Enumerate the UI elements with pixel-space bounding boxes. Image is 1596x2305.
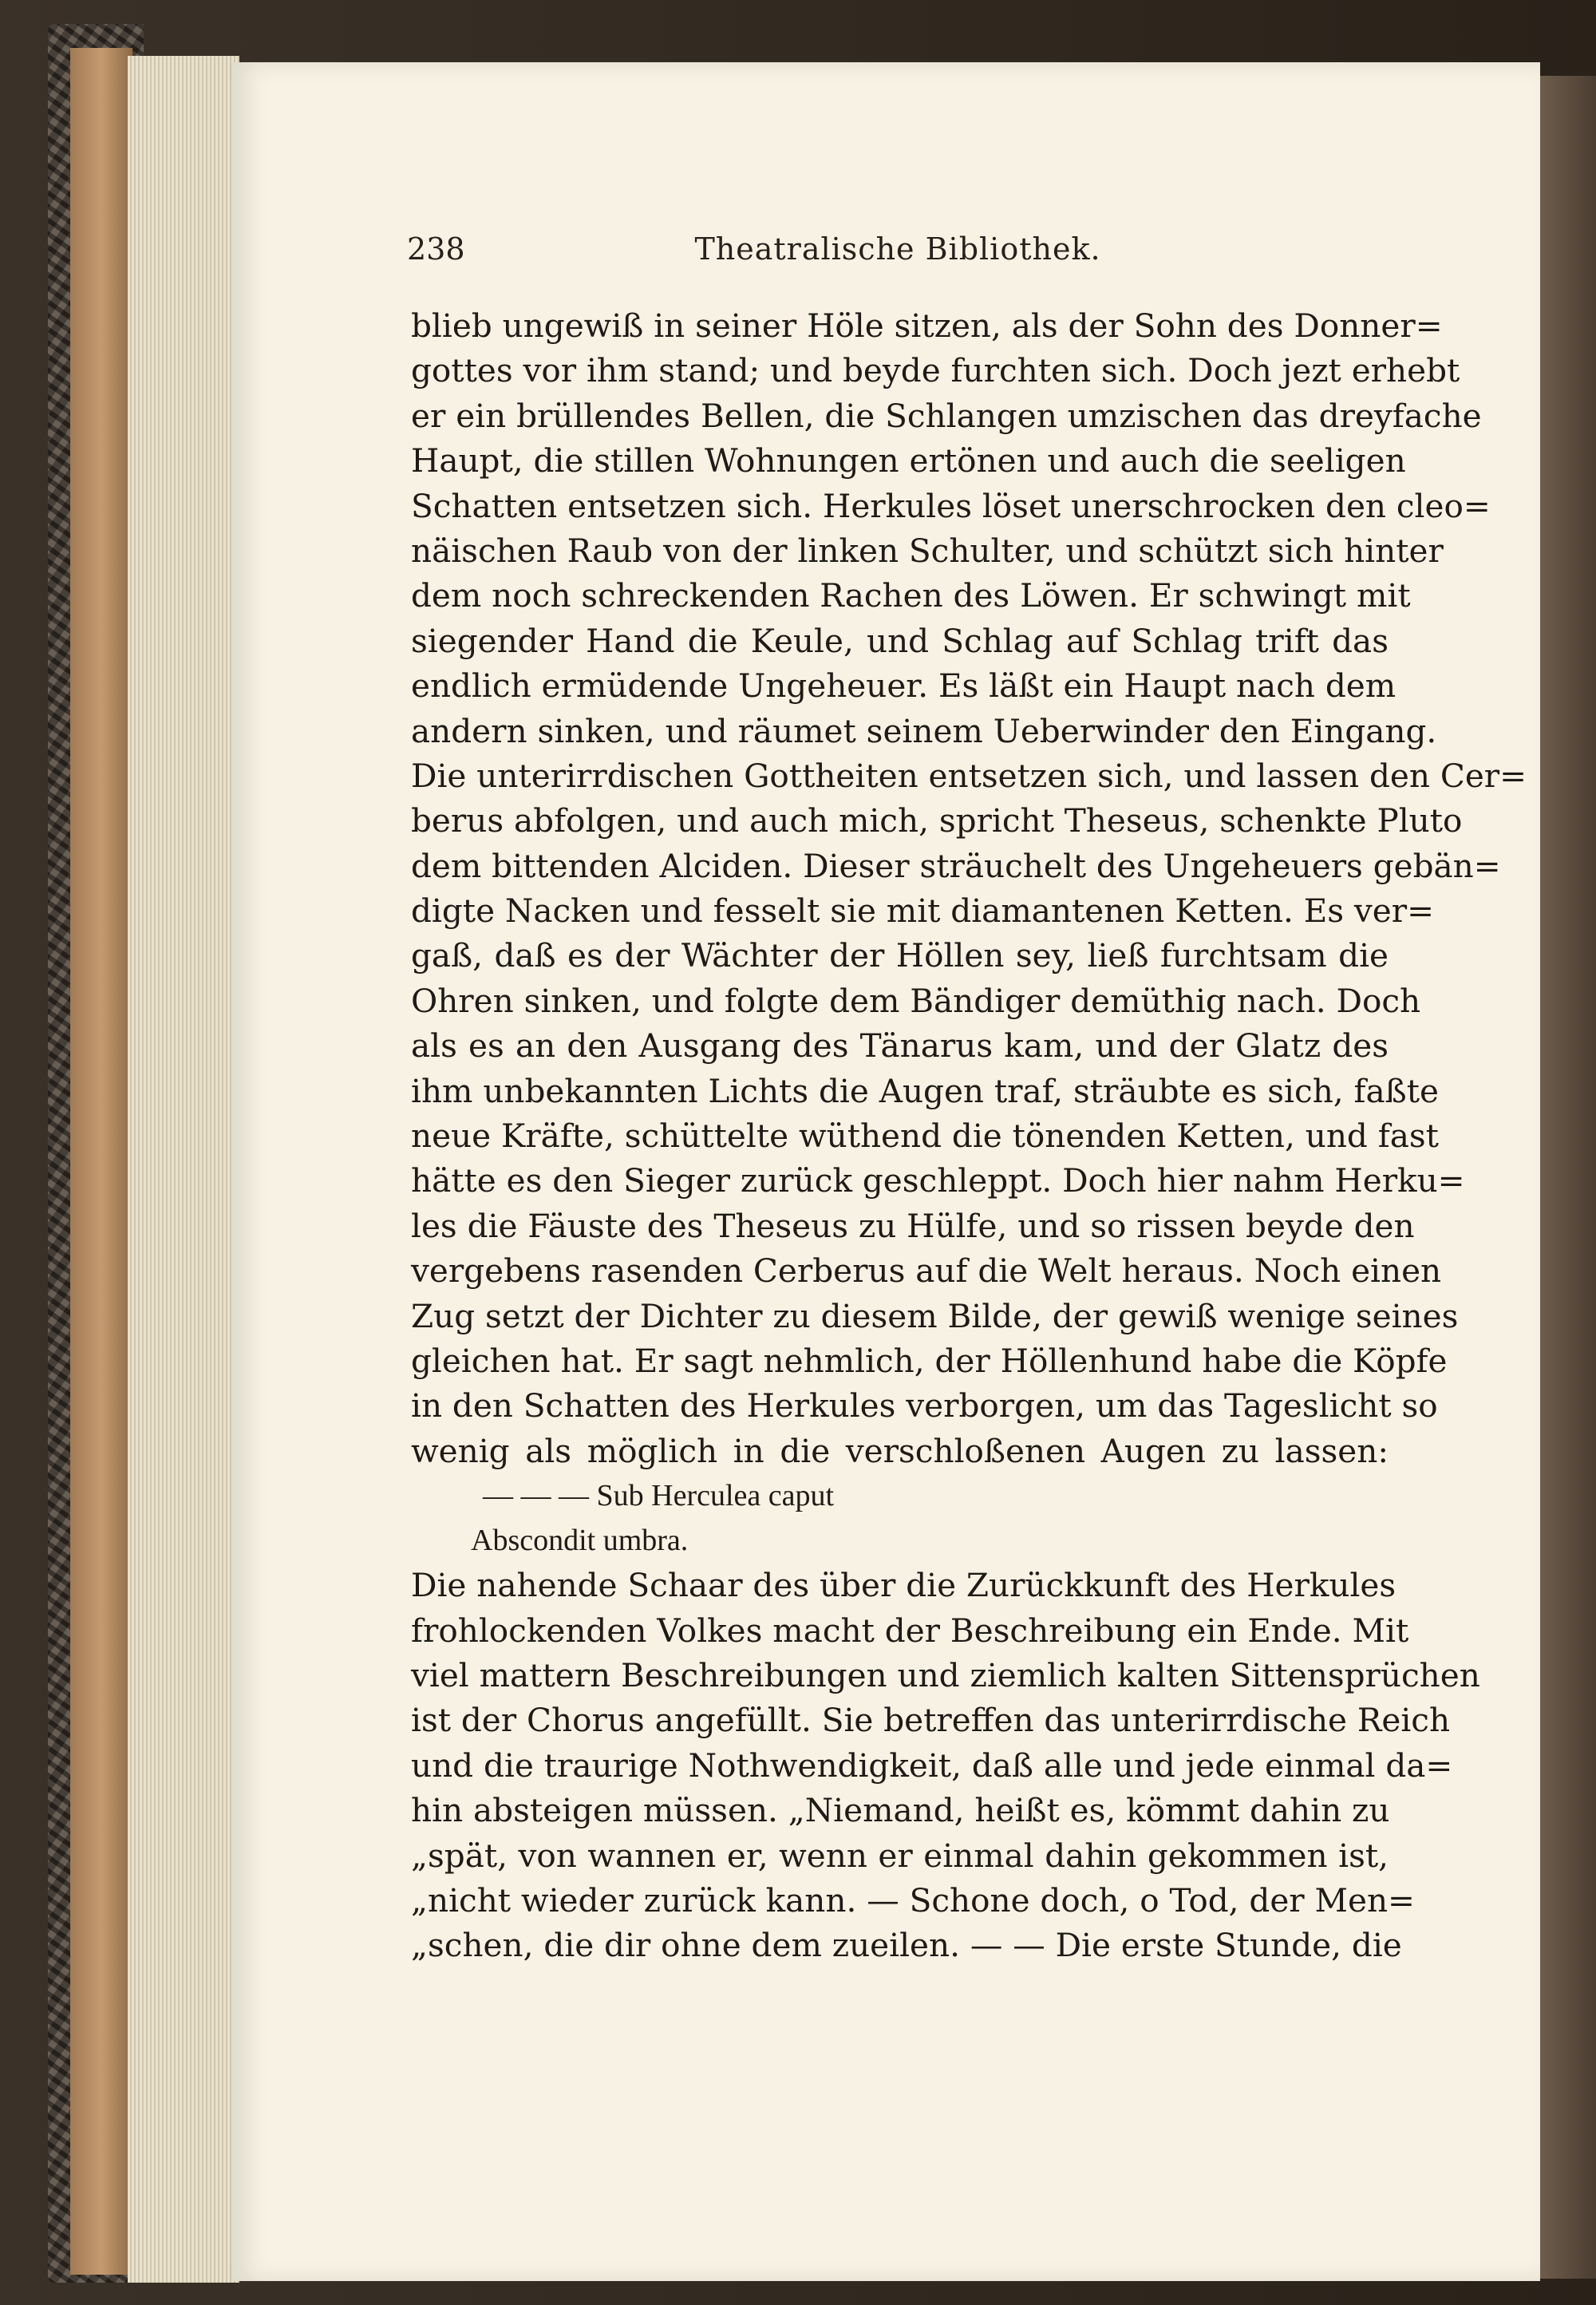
text-line: viel mattern Beschreibungen und ziemlich kalten Sittensprüchen	[411, 1655, 1480, 1694]
text-line: wenig als möglich in die verschloßenen Augen zu lassen:	[411, 1431, 1389, 1470]
text-line: Haupt, die stillen Wohnungen ertönen und auch die seeligen	[411, 441, 1406, 480]
text-line: Die nahende Schaar des über die Zurückkunft des Herkules	[411, 1566, 1396, 1605]
body-text	[411, 303, 1527, 1968]
text-line: hätte es den Sieger zurück geschleppt. Doch hier nahm Herku=	[411, 1161, 1465, 1200]
text-line: vergebens rasenden Cerberus auf die Welt heraus. Noch einen	[411, 1251, 1442, 1291]
page-number: 238	[407, 231, 465, 267]
text-line: Schatten entsetzen sich. Herkules löset unerschrocken den cleo=	[411, 486, 1491, 525]
text-line: „spät, von wannen er, wenn er einmal dahin gekommen ist,	[411, 1836, 1389, 1875]
text-line: als es an den Ausgang des Tänarus kam, und der Glatz des	[411, 1026, 1389, 1066]
text-line: dem bittenden Alciden. Dieser sträuchelt des Ungeheuers gebän=	[411, 846, 1501, 885]
text-line: „nicht wieder zurück kann. — Schone doch, o Tod, der Men=	[411, 1880, 1415, 1920]
text-line: näischen Raub von der linken Schulter, und schützt sich hinter	[411, 531, 1444, 570]
text-line: endlich ermüdende Ungeheuer. Es läßt ein Haupt nach dem	[411, 666, 1396, 706]
text-line: Zug setzt der Dichter zu diesem Bilde, der gewiß wenige seines	[411, 1296, 1459, 1335]
text-line: gleichen hat. Er sagt nehmlich, der Höllenhund habe die Köpfe	[411, 1341, 1448, 1380]
text-line: „schen, die dir ohne dem zueilen. — — Die erste Stunde, die	[411, 1926, 1402, 1965]
text-line: in den Schatten des Herkules verborgen, um das Tageslicht so	[411, 1386, 1438, 1425]
text-line: berus abfolgen, und auch mich, spricht Theseus, schenkte Pluto	[411, 801, 1463, 840]
text-line: hin absteigen müssen. „Niemand, heißt es, kömmt dahin zu	[411, 1791, 1390, 1830]
text-line: digte Nacken und fesselt sie mit diamantenen Ketten. Es ver=	[411, 892, 1435, 931]
text-line: frohlockenden Volkes macht der Beschreibung ein Ende. Mit	[411, 1611, 1409, 1650]
text-line: neue Kräfte, schüttelte wüthend die tönenden Ketten, und fast	[411, 1117, 1439, 1156]
text-line: Die unterirrdischen Gottheiten entsetzen sich, und lassen den Cer=	[411, 756, 1527, 795]
text-line: gaß, daß es der Wächter der Höllen sey, ließ furchtsam die	[411, 936, 1389, 975]
right-book-cover	[1540, 76, 1596, 2279]
running-head: Theatralische Bibliothek.	[694, 231, 1101, 267]
text-line: andern sinken, und räumet seinem Ueberwinder den Eingang.	[411, 711, 1437, 750]
text-line: und die traurige Nothwendigkeit, daß alle und jede einmal da=	[411, 1746, 1453, 1785]
page-header	[407, 231, 1389, 279]
text-line: gottes vor ihm stand; und beyde furchten sich. Doch jezt erhebt	[411, 351, 1460, 390]
text-line: blieb ungewiß in seiner Höle sitzen, als der Sohn des Donner=	[411, 306, 1443, 345]
text-line: siegender Hand die Keule, und Schlag auf Schlag trift das	[411, 621, 1389, 660]
text-line: dem noch schreckenden Rachen des Löwen. Er schwingt mit	[411, 576, 1411, 615]
page-stack-edge	[128, 56, 239, 2283]
text-line: ihm unbekannten Lichts die Augen traf, sträubte es sich, faßte	[411, 1071, 1439, 1110]
text-line: les die Fäuste des Theseus zu Hülfe, und so rissen beyde den	[411, 1206, 1415, 1245]
text-line: ist der Chorus angefüllt. Sie betreffen das unterirrdische Reich	[411, 1701, 1451, 1740]
latin-quote-line-2: Abscondit umbra.	[471, 1524, 689, 1558]
leather-spine-edge	[70, 48, 132, 2275]
latin-quote-line-1: — — — Sub Herculea caput	[483, 1479, 835, 1513]
text-line: Ohren sinken, und folgte dem Bändiger demüthig nach. Doch	[411, 981, 1421, 1020]
text-line: er ein brüllendes Bellen, die Schlangen umzischen das dreyfache	[411, 396, 1482, 435]
